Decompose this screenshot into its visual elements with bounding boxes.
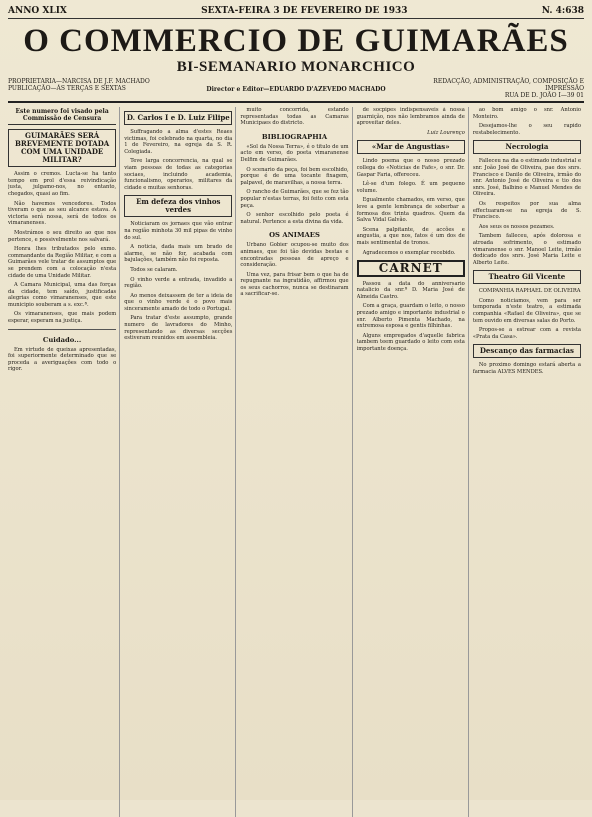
article-paragraph: Propos-se a estrear com a revista «Prata da Casa». — [472, 327, 582, 340]
divider — [8, 329, 116, 330]
article-headline: Descanço das farmacias — [473, 344, 581, 358]
article-headline: Em defeza dos vinhos verdes — [124, 195, 232, 217]
publication-label: PUBLICAÇÃO—ÁS TERÇAS E SEXTAS — [8, 85, 126, 92]
article-paragraph: Falleceu na dia o estimado industrial e snr. João José de Oliveira, pae dos snrs. Francisco e Danilo de Oliveira, irmão do snr. Antonio José de Oliveira e tio dos snrs. José, Balbino e Manuel Mendes de Oliveira. — [472, 158, 582, 198]
section-headline: Cuidado... — [42, 335, 82, 344]
article-paragraph: Lindo poema que o nosso prezado collega do «Noticias de Fafe», o snr. Dr. Gaspar Faria, offereceu. — [356, 158, 465, 178]
article-headline: Necrologia — [473, 140, 581, 154]
article-paragraph: Os vimaranenses, que mais podem esperar, esperam na justiça. — [8, 311, 117, 325]
article-paragraph: COMPANHIA RAPHAEL DE OLIVEIRA — [478, 288, 581, 295]
article-paragraph: Noticiaram os jornaes que vão entrar na região minhota 30 mil pipas de vinho do sul. — [124, 221, 233, 241]
article-paragraph: Agradecemos o exemplar recebido. — [362, 249, 456, 256]
article-paragraph: Como noticiamos, vem para ser temporada n'este teatro, a estimada companhia «Rafael de Oliveira», que se tem ouvido em diversas salas do Porto. — [472, 297, 582, 324]
address-label: RUA DE D. JOÃO I—39 01 — [504, 92, 584, 99]
article-paragraph: muito concorrida, estando representadas todas as Camaras Municipaes do districto. — [240, 107, 349, 127]
article-headline: «Mar de Angustias» — [357, 140, 465, 154]
article-paragraph: Mostrámos o seu direito ao que nos pertence, e possivelmente nos salvará. — [8, 229, 117, 243]
article-paragraph: de socpipes indispensaveis á nossa guarnição, nos não lembramos ainda de aproveitar deles. — [356, 107, 465, 127]
author-signature: Luiz Lourenço — [427, 129, 465, 136]
column-2 — [124, 107, 236, 817]
masthead-right — [424, 78, 584, 99]
article-paragraph: O vinho verde a entrada, invadido a região. — [124, 276, 233, 290]
masthead-info — [8, 78, 584, 103]
section-headline-carnet: CARNET — [357, 260, 465, 277]
director-label: Director e Editor—EDUARDO D'AZEVEDO MACHADO — [206, 86, 386, 93]
article-paragraph: Não havemos vencedores. Todos tiveram o que as seu alcance estava. A victoria será nossa, será de todos os vimaranenses. — [8, 200, 117, 227]
newspaper-title: O COMMERCIO DE GUIMARÃES — [23, 23, 569, 59]
owner-label: PROPRIETARIA—NARCISA DE J.F. MACHADO — [8, 78, 150, 85]
article-headline: Theatro Gil Vicente — [473, 270, 581, 284]
article-paragraph: O rancho de Guimarães, que se fez tão popular n'estas terras, foi feito com esta peça. — [240, 189, 349, 209]
masthead — [8, 23, 584, 76]
article-paragraph: Suffragando a alma d'estes Reaes victimas, foi celebrado na quarta, no dia 1 de Fevereiro, na egreja da S. R. Colegiada. — [124, 129, 233, 155]
article-paragraph: Tambem falleceu, após dolorosa e atroada sofrimento, o estimado vimaranense o snr. Manoel Leite, irmão dedicado dos snrs. José Maria Leite e Alberto Leite. — [472, 233, 582, 266]
column-4 — [357, 107, 469, 817]
censor-notice: Este numero foi visado pela Commissão de Censura — [8, 107, 116, 125]
article-paragraph: Egualmente chamados, em verso, que leve a gente lembrança de soberbar a formosa dos trinta quadros. Quem da Salva Vidal Galvão. — [356, 197, 465, 224]
article-paragraph: Alguns empregados d'aquelle fabrica tambem teem guardado o leito com esta importante doença. — [356, 332, 465, 353]
column-5 — [473, 107, 584, 817]
column-1 — [8, 107, 120, 817]
article-paragraph: Lê-se d'um folego. É um pequeno volume. — [356, 181, 465, 194]
article-paragraph: «Sol da Nossa Terra», é o titulo de um acto em verso, do poeta vimaranense Delfim de Guimarães. — [240, 143, 349, 163]
article-paragraph: Em virtude de queixas apresentadas, foi superiormente determinado que se proceda a averiguações com todo o rigor. — [8, 346, 117, 373]
article-paragraph: O senhor escolhido pelo poeta é natural. Pertence a esta divina da vida. — [240, 212, 349, 225]
top-line — [8, 6, 584, 19]
article-headline: GUIMARÃES SERÁ BREVEMENTE DOTADA COM UMA UNIDADE MILITAR? — [8, 129, 116, 167]
article-paragraph: Aos seus os nossos pezames. — [478, 223, 555, 230]
article-headline: D. Carlos I e D. Luiz Filipe — [124, 111, 232, 125]
article-paragraph: Ao menos deixassem de ter a ideia de que o vinho verde é o povo mais sinceramente amado de todo o Portugal. — [124, 292, 233, 312]
article-paragraph: Assim o cremos. Lucta-se ha tanto tempo em prol d'essa reivindicação justa, julgamo-nos, no entanto, chegados, quasi ao fim. — [8, 171, 117, 197]
article-paragraph: Os respeitos por sua alma effectuaram-se na egreja de S. Francisco. — [472, 200, 582, 221]
article-paragraph: Teve larga concorrencia, na qual se viam pessoas de todas as categorias sociaes, incluindo academia, funcionalismo, operarios, militares da cidade e muitas senhoras. — [124, 158, 233, 191]
newspaper-subtitle: BI-SEMANARIO MONARCHICO — [176, 59, 416, 75]
article-paragraph: Honra lhes tributados pelo exmo. commandante da Região Militar, e com a Guimarães vele tratar de assumptos que se prendem com a colocação n'esta cidade de uma Unidade Militar. — [8, 246, 117, 279]
issue-number: N. 4:638 — [541, 6, 584, 16]
date-label: SEXTA-FEIRA 3 DE FEVEREIRO DE 1933 — [201, 6, 408, 16]
article-paragraph: O scenario da peça, foi bem escolhido, porque é de uma tocante fixagem, palpavel, de maravilhas, a nossa terra. — [240, 166, 349, 186]
section-headline: BIBLIOGRAPHIA — [261, 132, 328, 141]
article-paragraph: A noticia, dada mais um brado de alarme, se não for, acabada com bajulações, também não foi reposta. — [124, 244, 233, 264]
article-paragraph: A Camara Municipal, uma das forças da cidade, tem saído, justificadas alegrias como vimaranenses, que este municipio souberam a s. exc.ª. — [8, 282, 117, 308]
article-paragraph: Passou a data do anniversario natalicio da snr.ª D. Maria José de Almeida Castro. — [356, 280, 465, 300]
article-paragraph: Para tratar d'este assumpto, grande numero de lavradores do Minho, representando as diversas secções estiveram reunidos em assembleia. — [124, 315, 233, 342]
section-headline: OS ANIMAES — [269, 231, 320, 240]
article-paragraph: Com a graça, guardam o leito, o nosso prezado amigo e importante industrial o snr. Alberto Pimenta Machado, na extremosa esposa e gentis filhinhas. — [356, 303, 465, 330]
masthead-left — [8, 78, 168, 99]
year-label: ANNO XLIX — [8, 6, 67, 16]
article-paragraph: No proximo domingo estará aberta a farmacia ALVES MENDES. — [472, 362, 582, 376]
article-paragraph: ao bom amigo o snr. Antonio Monteiro. — [472, 107, 582, 120]
article-paragraph: Todos se calaram. — [130, 266, 178, 273]
article-paragraph: Desejamos-lhe o seu rapido restabelecimento. — [472, 123, 582, 136]
article-paragraph: Urbano Gobier ocupou-se muito dos animaes, que foi tão devidas bestas e encontradas pessoas de apreço e consideração. — [240, 242, 349, 269]
article-paragraph: Uma vez, para frisar bem o que ha de repugnante na ingratidão, affirmou que os seus cachorros, nunca se destinaram a sacrificar-se. — [240, 271, 349, 298]
columns — [8, 107, 584, 817]
column-3 — [240, 107, 352, 817]
redaccao-label: REDACÇÃO, ADMINISTRAÇÃO, COMPOSIÇÃO E IMPRESSÃO — [433, 78, 584, 92]
article-paragraph: Scena palpitante, de accões e angustia, a que nos, fatos é um dos de mais sentimental de tronos. — [356, 226, 465, 246]
